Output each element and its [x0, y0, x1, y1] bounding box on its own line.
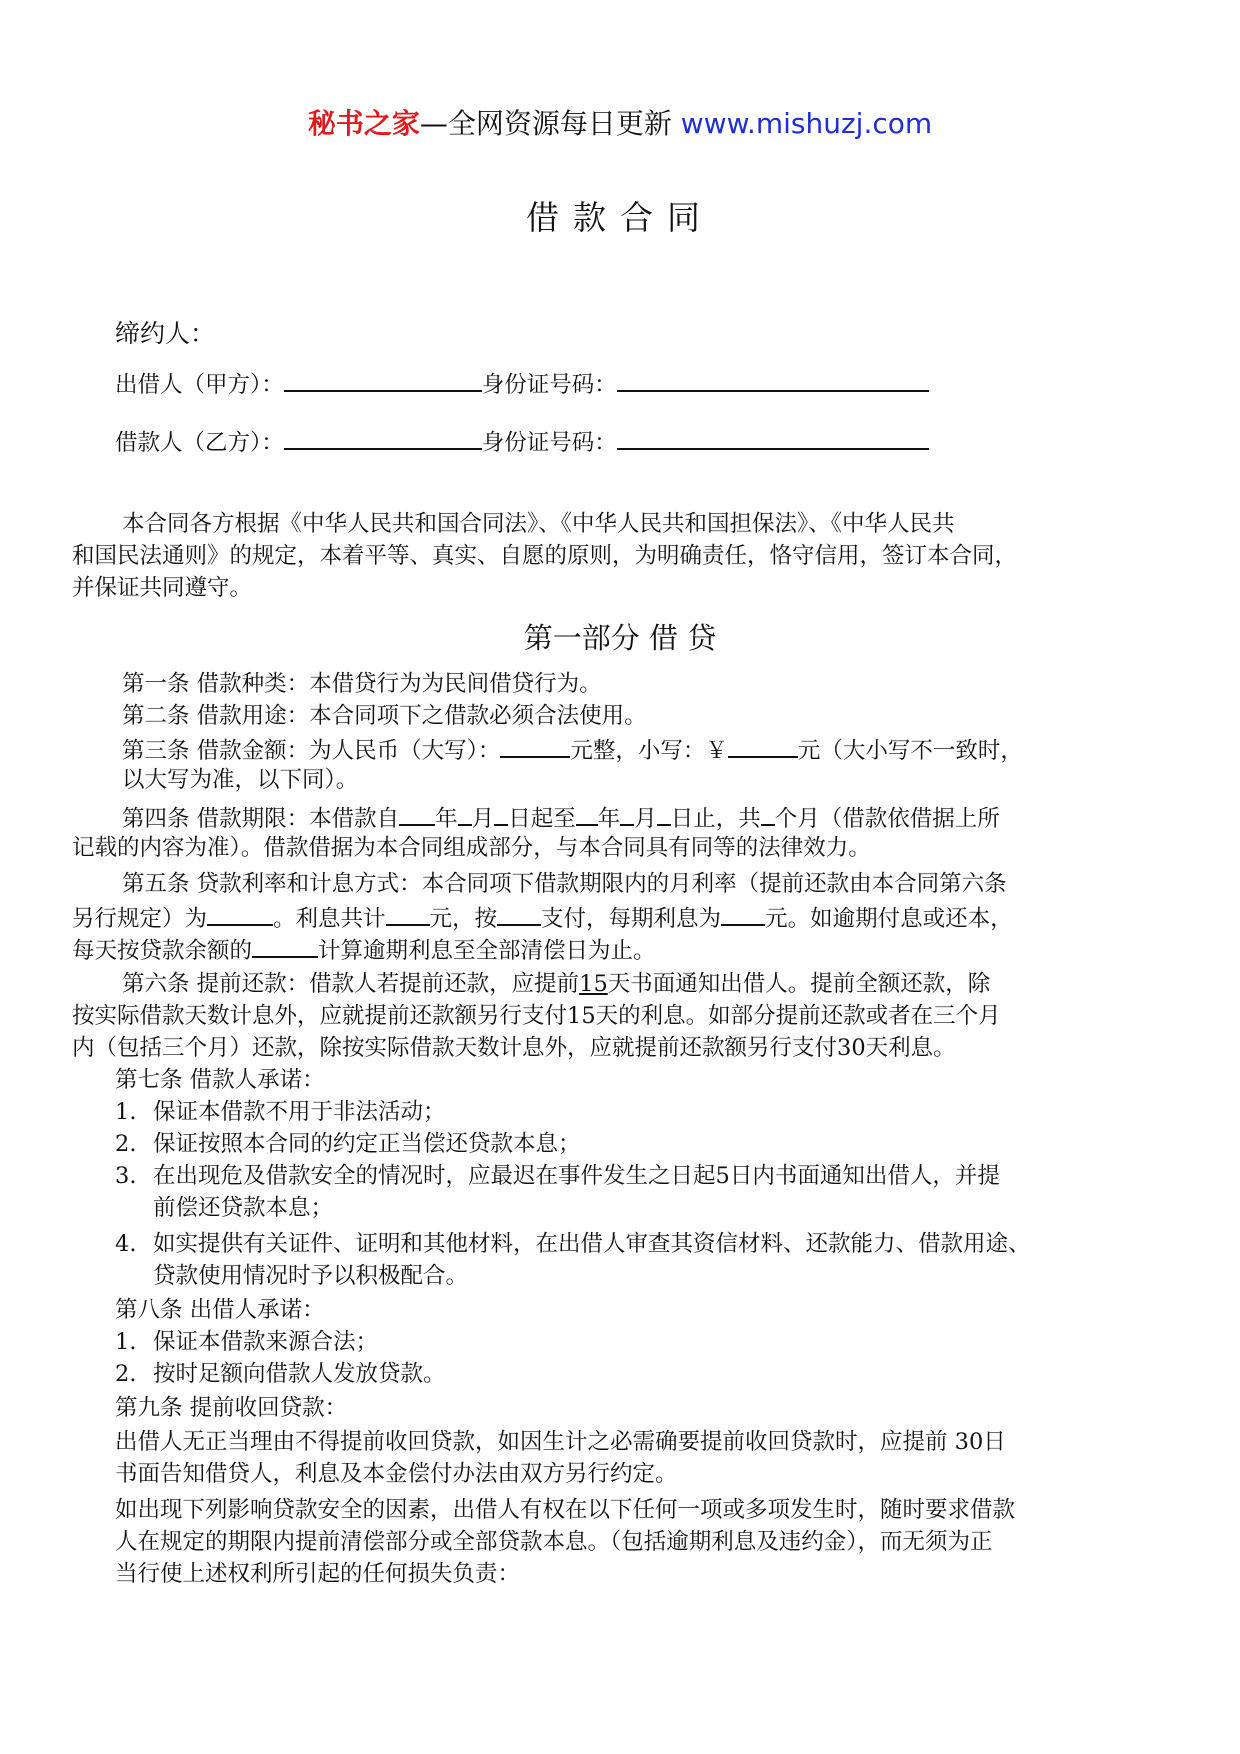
document-title: 借款合同 [526, 198, 714, 237]
list-number: 1. [115, 1099, 137, 1125]
borrower-id-label: 身份证号码： [481, 430, 617, 456]
article-9-line: 书面告知借贷人，利息及本金偿付办法由双方另行约定。 [115, 1461, 678, 1487]
month-label: 月 [634, 806, 657, 832]
total-interest-field[interactable] [386, 900, 430, 926]
interest-per-period-field[interactable] [721, 900, 765, 926]
list-text: 保证本借款来源合法； [153, 1329, 379, 1355]
list-text: 在出现危及借款安全的情况时，应最迟在事件发生之日起5日内书面通知出借人，并提 [153, 1163, 1000, 1189]
article-9-line: 如出现下列影响贷款安全的因素，出借人有权在以下任何一项或多项发生时，随时要求借款 [115, 1497, 1016, 1523]
start-year-field[interactable] [399, 800, 435, 826]
article-4-text: 日止，共 [670, 806, 761, 832]
overdue-rate-field[interactable] [252, 932, 318, 958]
article-5-line-2 [72, 900, 1013, 935]
lender-name-field[interactable] [284, 366, 482, 392]
brand-name: 秘书之家 [307, 107, 420, 140]
lender-row [115, 366, 929, 401]
list-item [115, 1096, 446, 1128]
end-month-field[interactable] [620, 800, 634, 826]
article-5-line-1: 第五条 贷款利率和计息方式：本合同项下借款期限内的月利率（提前还款由本合同第六条 [122, 871, 1007, 897]
months-field[interactable] [761, 800, 775, 826]
list-item [115, 1128, 581, 1160]
end-day-field[interactable] [657, 800, 671, 826]
borrower-row [115, 424, 929, 459]
article-6-text: 天书面通知出借人。提前全额还款，除 [607, 971, 991, 997]
article-9-line: 出借人无正当理由不得提前收回贷款，如因生计之必需确要提前收回贷款时，应提前 30日 [115, 1429, 1006, 1455]
lender-id-label: 身份证号码： [481, 372, 617, 398]
list-text: 按时足额向借款人发放贷款。 [153, 1361, 446, 1387]
article-3-text: 元（大小写不一致时， [797, 738, 1023, 764]
list-item-continuation: 贷款使用情况时予以积极配合。 [153, 1263, 469, 1289]
list-text: 保证按照本合同的约定正当偿还贷款本息； [153, 1131, 581, 1157]
list-number: 1. [115, 1329, 137, 1355]
article-2: 第二条 借款用途：本合同项下之借款必须合法使用。 [122, 703, 647, 729]
article-6-line-3: 内（包括三个月）还款，除按实际借款天数计息外，应就提前还款额另行支付30天利息。 [72, 1035, 956, 1061]
article-5-text: 元，按 [429, 906, 498, 932]
parties-heading: 缔约人： [115, 319, 216, 348]
preamble-line-3: 并保证共同遵守。 [72, 575, 253, 601]
lender-label: 出借人（甲方）： [115, 372, 284, 398]
list-text: 如实提供有关证件、证明和其他材料，在出借人审查其资信材料、还款能力、借款用途、 [153, 1231, 1031, 1257]
start-month-field[interactable] [458, 800, 472, 826]
article-5-line-3 [72, 932, 656, 967]
article-6-line-2: 按实际借款天数计息外，应就提前还款额另行支付15天的利息。如部分提前还款或者在三个月 [72, 1003, 1001, 1029]
article-4-text: 日起至 [508, 806, 576, 832]
article-6-text: 第六条 提前还款：借款人若提前还款，应提前 [122, 971, 580, 997]
article-5-text: 计算逾期利息至全部清偿日为止。 [318, 938, 656, 964]
borrower-id-field[interactable] [617, 424, 929, 450]
article-3-text: 元整，小写：￥ [570, 738, 728, 764]
list-number: 3. [115, 1163, 137, 1189]
header-tagline: —全网资源每日更新 [419, 107, 672, 140]
list-number: 4. [115, 1231, 137, 1257]
preamble-line-2: 和国民法通则》的规定，本着平等、真实、自愿的原则，为明确责任，恪守信用，签订本合同， [72, 543, 1018, 569]
section-heading: 第一部分 借 贷 [523, 621, 717, 655]
monthly-rate-field[interactable] [207, 900, 273, 926]
start-day-field[interactable] [494, 800, 508, 826]
article-9-line: 人在规定的期限内提前清偿部分或全部贷款本息。（包括逾期利息及违约金），而无须为正 [115, 1529, 993, 1555]
article-5-text: 另行规定）为 [72, 906, 208, 932]
article-4-text: 个月（借款依借据上所 [774, 806, 1000, 832]
lender-id-field[interactable] [617, 366, 929, 392]
year-label: 年 [597, 806, 621, 832]
article-8-heading: 第八条 出借人承诺： [115, 1297, 325, 1323]
borrower-name-field[interactable] [284, 424, 482, 450]
year-label: 年 [435, 806, 458, 832]
article-3-line-1 [122, 732, 1023, 767]
list-number: 2. [115, 1131, 137, 1157]
article-4-text: 第四条 借款期限：本借款自 [122, 806, 400, 832]
list-item-continuation: 前偿还贷款本息； [153, 1195, 334, 1221]
article-4-line-2: 记载的内容为准）。借款借据为本合同组成部分，与本合同具有同等的法律效力。 [72, 835, 871, 861]
payment-frequency-field[interactable] [497, 900, 541, 926]
amount-words-field[interactable] [500, 732, 570, 758]
article-6-line-1 [122, 968, 990, 1000]
list-item [115, 1326, 378, 1358]
list-item [115, 1358, 446, 1390]
article-5-text: 元。如逾期付息或还本， [765, 906, 1013, 932]
article-3-text: 第三条 借款金额：为人民币（大写）： [122, 738, 501, 764]
article-5-text: 。利息共计 [273, 906, 386, 932]
amount-figures-field[interactable] [728, 732, 798, 758]
list-item [115, 1228, 1031, 1260]
article-5-text: 每天按贷款余额的 [72, 938, 253, 964]
article-3-line-2: 以大写为准，以下同）。 [122, 767, 359, 793]
site-header [0, 104, 1240, 144]
article-9-line: 当行使上述权利所引起的任何损失负责： [115, 1561, 521, 1587]
article-9-heading: 第九条 提前收回贷款： [115, 1395, 348, 1421]
list-text: 保证本借款不用于非法活动； [153, 1099, 446, 1125]
article-1: 第一条 借款种类：本借贷行为为民间借贷行为。 [122, 671, 602, 697]
site-url-link[interactable]: www.mishuzj.com [680, 107, 933, 140]
article-4-line-1 [122, 800, 1000, 835]
preamble-line-1: 本合同各方根据《中华人民共和国合同法》、《中华人民共和国担保法》、《中华人民共 [122, 511, 955, 537]
list-number: 2. [115, 1361, 137, 1387]
month-label: 月 [471, 806, 495, 832]
list-item [115, 1160, 1000, 1192]
borrower-label: 借款人（乙方）： [115, 430, 284, 456]
end-year-field[interactable] [576, 800, 598, 826]
notice-days-value: 15 [579, 971, 608, 997]
article-5-text: 支付，每期利息为 [541, 906, 722, 932]
article-7-heading: 第七条 借款人承诺： [115, 1067, 325, 1093]
